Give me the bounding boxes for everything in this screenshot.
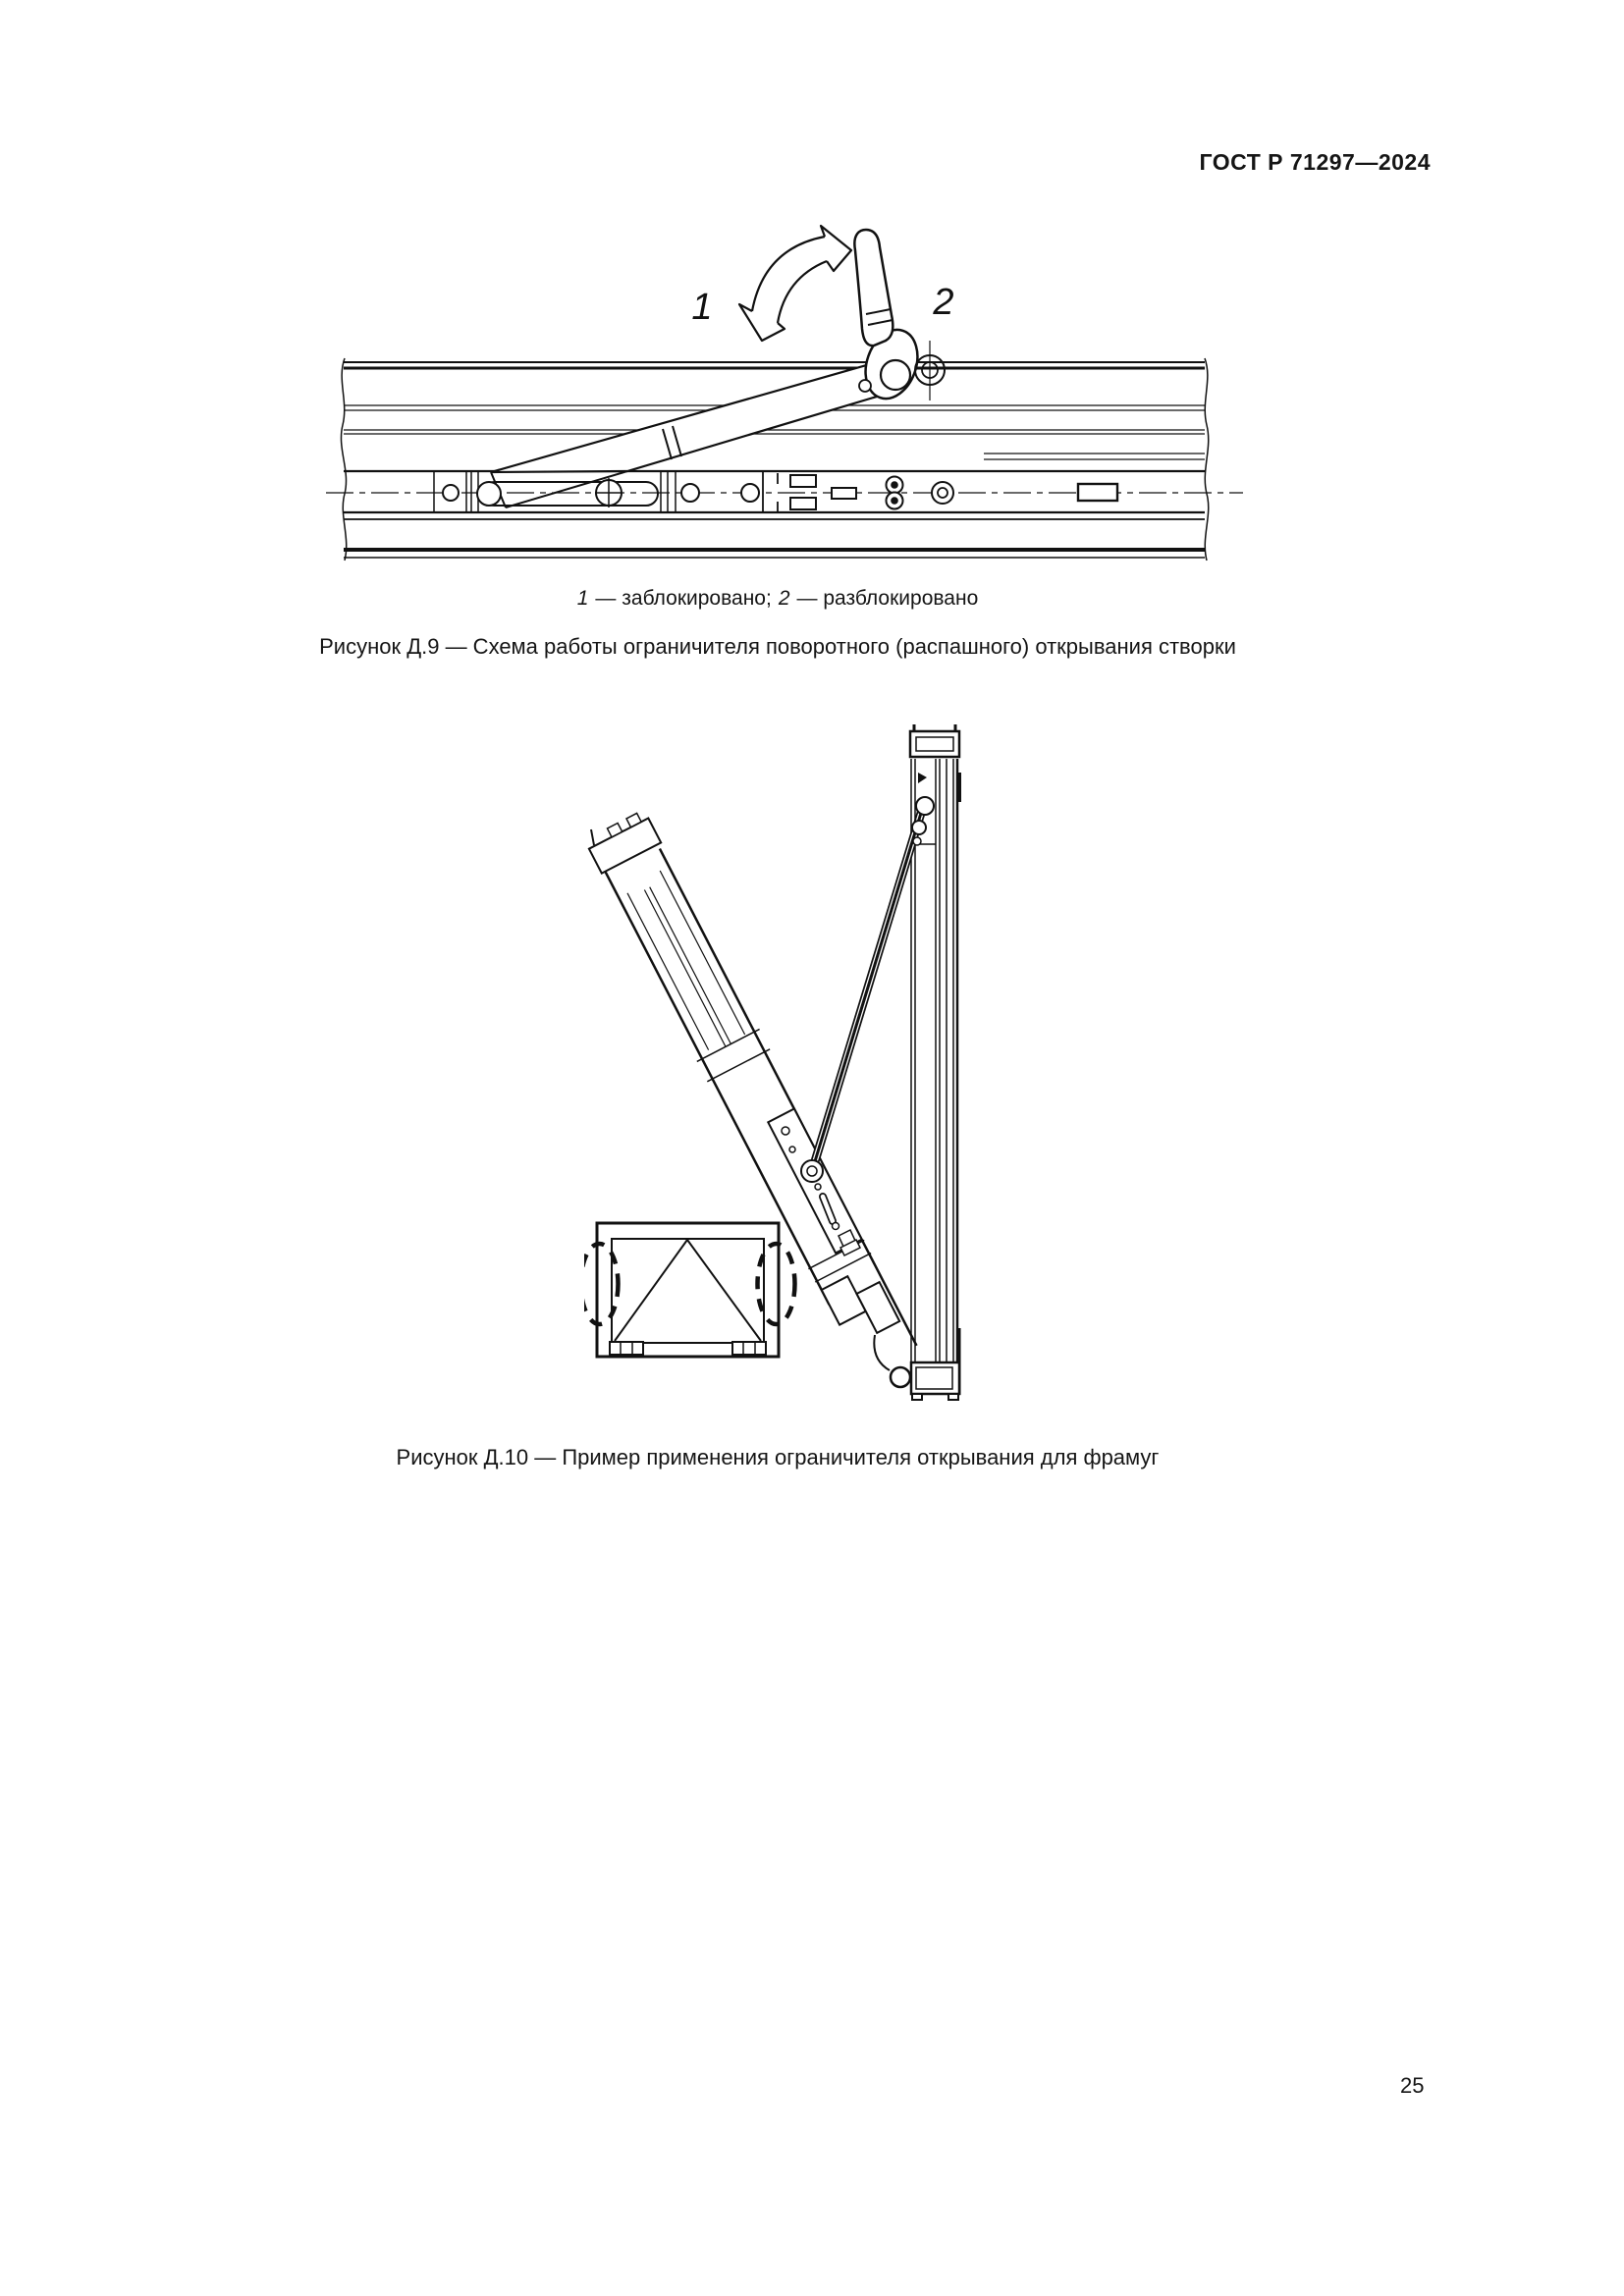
window-opening-symbol (584, 1223, 795, 1357)
tilt-open-triangle (615, 1240, 761, 1341)
legend-num-1: 1 (576, 587, 589, 610)
rod-sash-pivot (801, 1160, 823, 1182)
handle-pivot-hole (881, 360, 910, 390)
legend-num-2: 2 (778, 587, 790, 610)
rod-frame-pivot (916, 797, 934, 815)
handle-grip (854, 230, 893, 346)
window-sash (589, 813, 917, 1370)
restrictor-stay-rod (812, 810, 922, 1171)
label-position-unlocked: 2 (933, 282, 954, 323)
pivot-arc-left (584, 1244, 619, 1324)
label-position-locked: 1 (691, 287, 713, 328)
figure-d9-drawing (324, 221, 1247, 579)
left-break-edge (341, 358, 346, 561)
rotation-arrow-icon (739, 226, 851, 341)
slide-slot (483, 482, 658, 506)
figure-d9-title: Рисунок Д.9 — Схема работы ограничителя поворотного (распашного) открывания створки (319, 634, 1236, 659)
bottom-hinge (891, 1328, 959, 1400)
hinge-marker (918, 773, 927, 783)
figure-d10-drawing (584, 721, 987, 1409)
figure-d9-legend (236, 587, 1320, 611)
page-number: 25 (1400, 2073, 1425, 2098)
rail-profile (341, 358, 1208, 561)
right-break-edge (1205, 358, 1209, 561)
legend-text-1: — заблокировано; (595, 587, 772, 610)
standard-number-header: ГОСТ Р 71297—2024 (1199, 149, 1431, 175)
legend-text-2: — разблокировано (796, 587, 979, 610)
window-handle (854, 230, 945, 405)
sash-top-profile (589, 819, 661, 874)
mount-crosshair (915, 341, 945, 400)
arm-rivet (859, 380, 871, 392)
locking-channel-parts (434, 471, 1117, 512)
figure-d10-title: Рисунок Д.10 — Пример применения ограничителя открывания для фрамуг (396, 1445, 1160, 1469)
frame-head-profile (910, 731, 959, 757)
hinge-knuckle (891, 1367, 910, 1387)
